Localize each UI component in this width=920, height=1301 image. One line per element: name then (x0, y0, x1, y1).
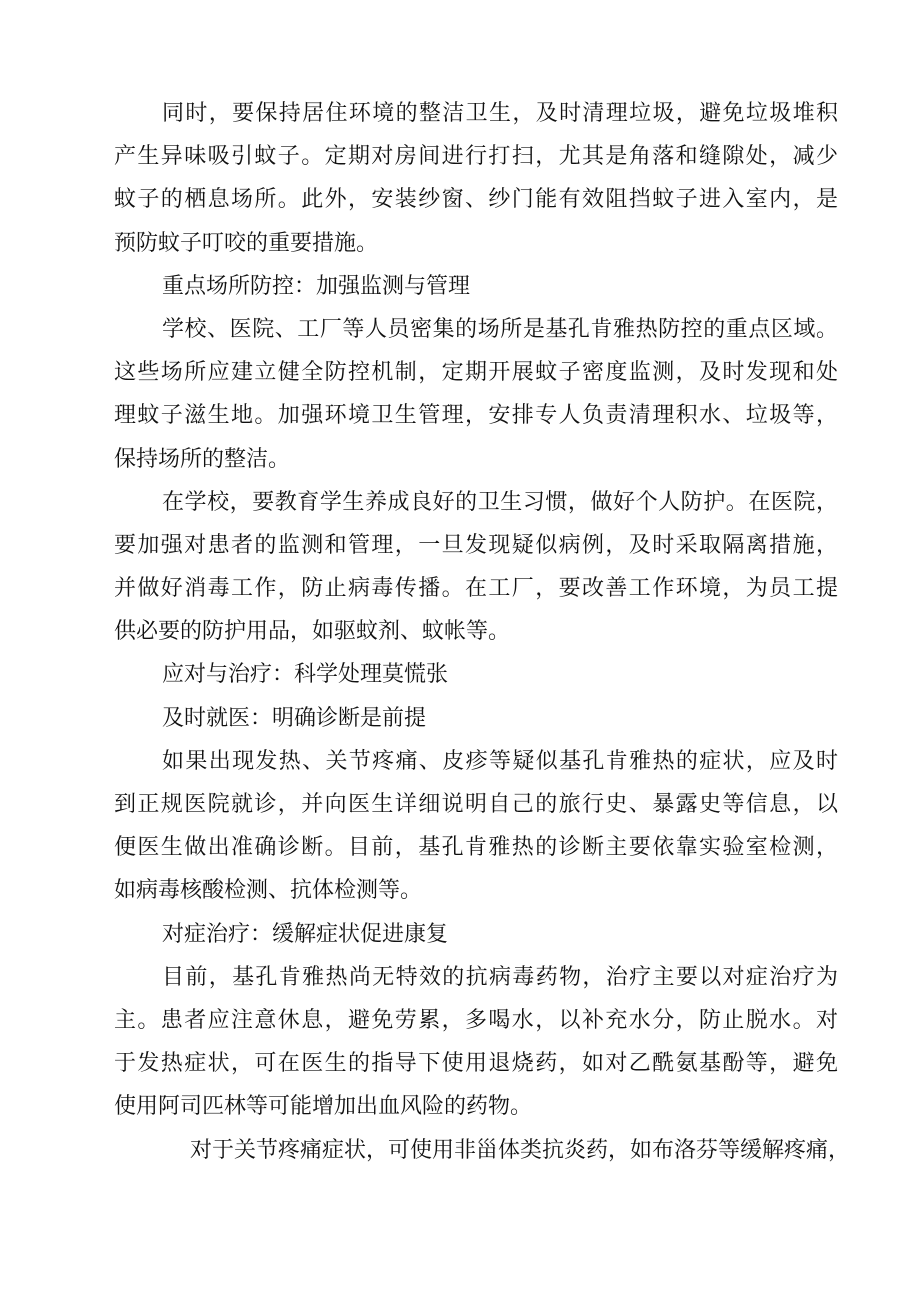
heading-text: 应对与治疗：科学处理莫慌张 (162, 662, 449, 688)
paragraph (114, 956, 838, 1129)
text-line: 并做好消毒工作，防止病毒传播。在工厂，要改善工作环境，为员工提 (114, 576, 838, 602)
paragraph (114, 308, 838, 481)
text-line: 到正规医院就诊，并向医生详细说明自己的旅行史、暴露史等信息，以 (114, 792, 838, 817)
text-line: 理蚊子滋生地。加强环境卫生管理，安排专人负责清理积水、垃圾等， (114, 403, 838, 429)
text-line: 使用阿司匹林等可能增加出血风险的药物。 (114, 1094, 533, 1120)
heading-text: 重点场所防控：加强监测与管理 (162, 273, 471, 299)
text-line: 如病毒核酸检测、抗体检测等。 (114, 878, 423, 904)
paragraph (114, 1129, 851, 1172)
text-line: 学校、医院、工厂等人员密集的场所是基孔肯雅热防控的重点区域。 (162, 316, 838, 342)
text-line: 对于关节疼痛症状，可使用非甾体类抗炎药，如布洛芬等缓解疼痛， (190, 1137, 851, 1163)
paragraph (114, 740, 838, 913)
text-line: 这些场所应建立健全防控机制，定期开展蚊子密度监测，及时发现和处 (114, 360, 838, 386)
text-line: 便医生做出准确诊断。目前，基孔肯雅热的诊断主要依靠实验室检测， (114, 835, 838, 861)
document-page (114, 92, 851, 1172)
heading-text: 及时就医：明确诊断是前提 (162, 705, 427, 731)
text-line: 蚊子的栖息场所。此外，安装纱窗、纱门能有效阻挡蚊子进入室内，是 (114, 187, 838, 213)
text-line: 供必要的防护用品，如驱蚊剂、蚊帐等。 (114, 619, 511, 645)
text-line: 预防蚊子叮咬的重要措施。 (114, 230, 379, 256)
text-line: 要加强对患者的监测和管理，一旦发现疑似病例，及时采取隔离措施， (114, 532, 838, 558)
subsection-heading (114, 697, 838, 740)
text-line: 如果出现发热、关节疼痛、皮疹等疑似基孔肯雅热的症状，应及时 (162, 748, 838, 774)
subsection-heading (114, 913, 838, 956)
text-line: 于发热症状，可在医生的指导下使用退烧药，如对乙酰氨基酚等，避免 (114, 1051, 838, 1077)
paragraph (114, 92, 838, 265)
paragraph (114, 481, 838, 654)
text-line: 同时，要保持居住环境的整洁卫生，及时清理垃圾，避免垃圾堆积 (162, 101, 838, 126)
text-line: 目前，基孔肯雅热尚无特效的抗病毒药物，治疗主要以对症治疗为 (162, 964, 838, 990)
text-line: 产生异味吸引蚊子。定期对房间进行打扫，尤其是角落和缝隙处，减少 (114, 144, 838, 170)
section-heading (114, 653, 838, 696)
text-line: 在学校，要教育学生养成良好的卫生习惯，做好个人防护。在医院， (162, 489, 838, 515)
text-line: 主。患者应注意休息，避免劳累，多喝水，以补充水分，防止脱水。对 (114, 1007, 838, 1033)
section-heading (114, 265, 838, 308)
text-line: 保持场所的整洁。 (114, 446, 291, 472)
heading-text: 对症治疗：缓解症状促进康复 (162, 921, 449, 947)
